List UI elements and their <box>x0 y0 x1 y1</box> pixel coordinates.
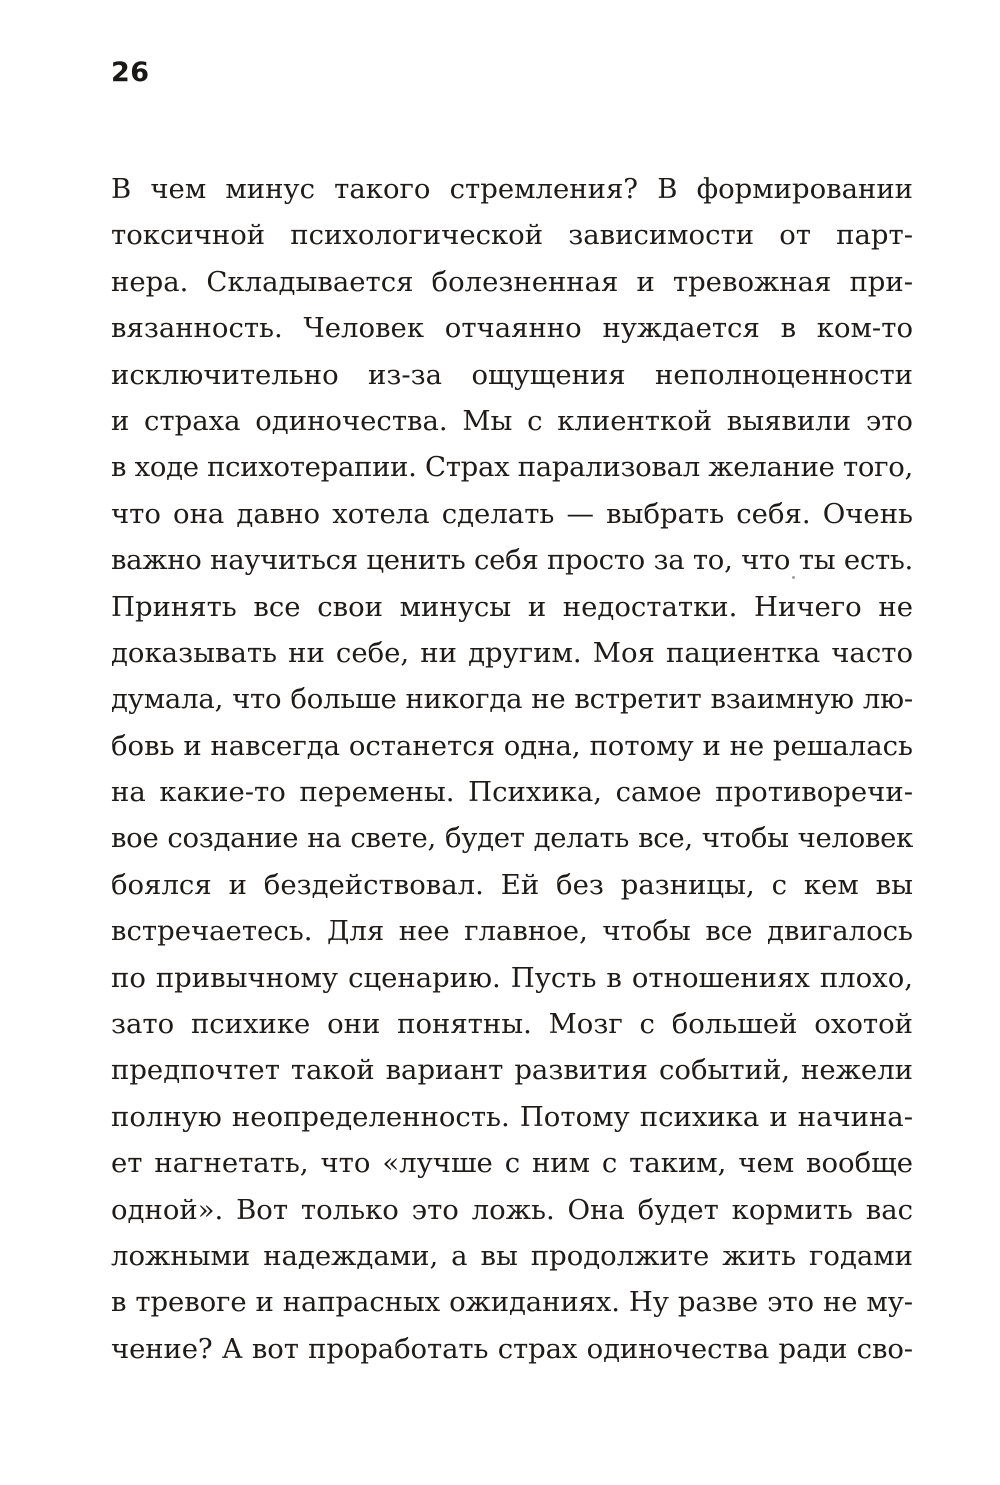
text-line: полную неопределенность. Потому психика и начина- <box>111 1100 913 1133</box>
text-line: ет нагнетать, что «лучше с ним с таким, чем вообще <box>111 1147 913 1180</box>
text-line: зато психике они понятны. Мозг с большей охотой <box>111 1008 913 1041</box>
text-line: вое создание на свете, будет делать все, чтобы человек <box>111 822 913 855</box>
text-line: на какие-то перемены. Психика, самое противоречи- <box>111 776 913 809</box>
text-line: предпочтет такой вариант развития событий, нежели <box>111 1054 913 1087</box>
text-line: важно научиться ценить себя просто за то, что ты есть. <box>111 544 913 577</box>
page-number: 26 <box>111 57 150 88</box>
text-line: вязанность. Человек отчаянно нуждается в ком-то <box>111 312 913 345</box>
text-line: что она давно хотела сделать — выбрать себя. Очень <box>111 497 913 530</box>
text-line: чение? А вот проработать страх одиночества ради сво- <box>111 1332 913 1365</box>
text-line: и страха одиночества. Мы с клиенткой выявили это <box>111 404 913 437</box>
text-line: в ходе психотерапии. Страх парализовал желание того, <box>111 451 913 484</box>
text-line: Принять все свои минусы и недостатки. Ничего не <box>111 590 913 623</box>
text-line: исключительно из-за ощущения неполноценности <box>111 358 913 391</box>
print-speck <box>792 576 795 579</box>
text-line: встречаетесь. Для нее главное, чтобы все двигалось <box>111 915 913 948</box>
body-text <box>111 166 913 1372</box>
text-line: ложными надеждами, а вы продолжите жить годами <box>111 1239 913 1272</box>
text-line: доказывать ни себе, ни другим. Моя пациентка часто <box>111 636 913 669</box>
text-line: по привычному сценарию. Пусть в отношениях плохо, <box>111 961 913 994</box>
text-line: думала, что больше никогда не встретит взаимную лю- <box>111 683 913 716</box>
text-line: боялся и бездействовал. Ей без разницы, с кем вы <box>111 868 913 901</box>
text-line: токсичной психологической зависимости от парт- <box>111 219 913 252</box>
text-line: одной». Вот только это ложь. Она будет кормить вас <box>111 1193 913 1226</box>
text-line: бовь и навсегда останется одна, потому и не решалась <box>111 729 913 762</box>
text-line: В чем минус такого стремления? В формировании <box>111 173 913 205</box>
text-line: в тревоге и напрасных ожиданиях. Ну разве это не му- <box>111 1286 913 1319</box>
text-line: нера. Складывается болезненная и тревожная при- <box>111 265 913 298</box>
